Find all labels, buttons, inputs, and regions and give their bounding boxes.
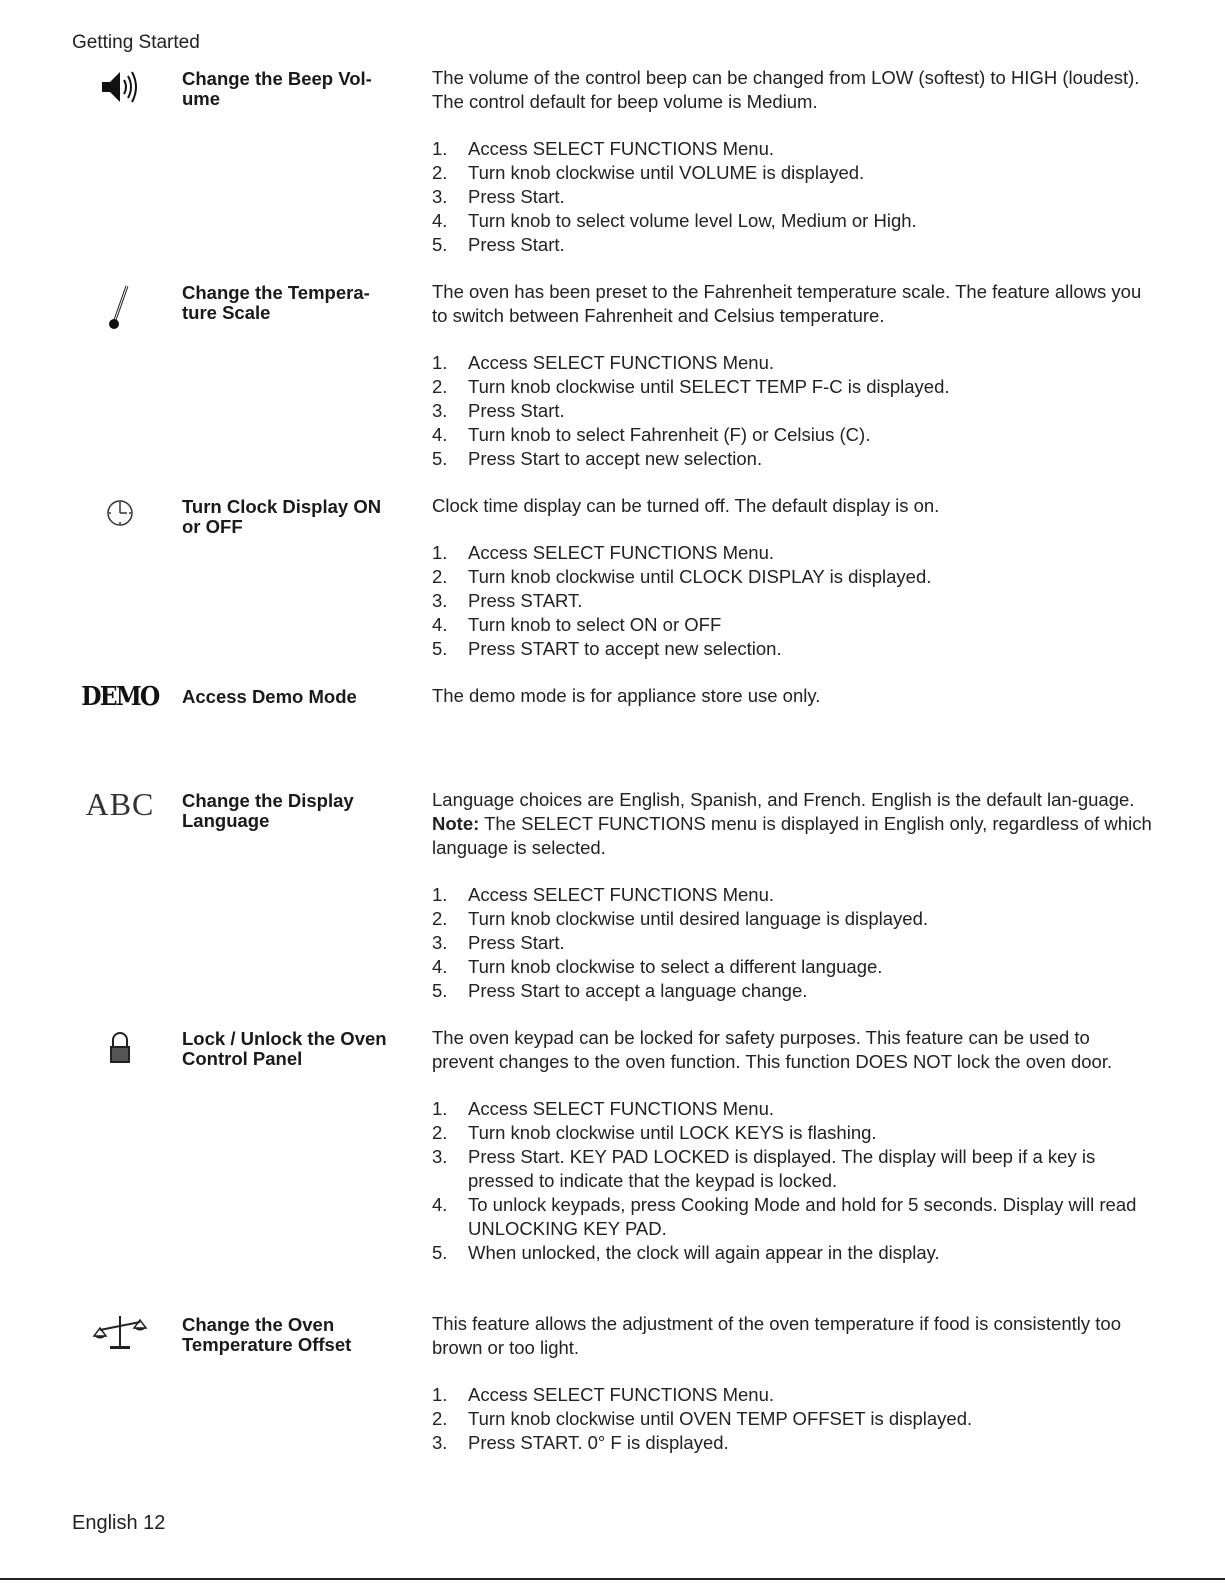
section-intro: Language choices are English, Spanish, and French. English is the default lan-guage. Note: The SELECT FUNCTIONS menu is displayed in English only, regardless of which language is selected. [432,789,1152,858]
list-item: 2. Turn knob clockwise until SELECT TEMP F-C is displayed. [432,376,950,397]
list-item: 1. Access SELECT FUNCTIONS Menu. [432,884,775,905]
section-heading: Turn Clock Display ON or OFF [182,496,382,537]
list-item: 2. Turn knob clockwise until OVEN TEMP OFFSET is displayed. [432,1408,973,1429]
list-item: 3. Press Start. KEY PAD LOCKED is displayed. The display will beep if a key is pressed to indicate that the keypad is locked. [432,1146,1096,1191]
section-intro: The demo mode is for appliance store use only. [432,685,821,706]
page-footer: English 12 [72,1512,166,1534]
section-heading: Change the Tempera- ture Scale [182,282,370,323]
section-body [432,1312,1152,1455]
list-item: 1. Access SELECT FUNCTIONS Menu. [432,138,775,159]
list-item: 1. Access SELECT FUNCTIONS Menu. [432,542,775,563]
thermometer-icon [70,282,170,342]
section-body [432,788,1152,1003]
section-intro: This feature allows the adjustment of the oven temperature if food is consistently too brown or too light. [432,1313,1121,1358]
section-heading: Change the Beep Vol- ume [182,68,372,109]
section-intro: The oven has been preset to the Fahrenheit temperature scale. The feature allows you to switch between Fahrenheit and Celsius temperature. [432,281,1142,326]
list-item: 5. When unlocked, the clock will again appear in the display. [432,1242,940,1263]
demo-icon: DEMO [81,682,159,712]
steps-list [432,883,1152,1003]
section-intro: Clock time display can be turned off. The default display is on. [432,495,940,516]
clock-icon [70,496,170,556]
list-item: 5. Press START to accept new selection. [432,638,782,659]
steps-list [432,351,1152,471]
list-item: 3. Press START. 0° F is displayed. [432,1432,729,1453]
bottom-divider [0,1578,1225,1580]
list-item: 4. Turn knob clockwise to select a different language. [432,956,883,977]
section-heading: Lock / Unlock the Oven Control Panel [182,1028,387,1069]
list-item: 3. Press START. [432,590,583,611]
speaker-icon [70,66,170,126]
section-heading: Change the Oven Temperature Offset [182,1314,352,1355]
section-body [432,66,1152,257]
section-heading: Access Demo Mode [182,686,357,707]
list-item: 5. Press Start to accept a language change. [432,980,808,1001]
section-body [432,494,1152,661]
steps-list [432,1097,1152,1265]
list-item: 2. Turn knob clockwise until LOCK KEYS is flashing. [432,1122,877,1143]
list-item: 2. Turn knob clockwise until desired language is displayed. [432,908,929,929]
list-item: 3. Press Start. [432,932,565,953]
section-intro: The volume of the control beep can be changed from LOW (softest) to HIGH (loudest). The control default for beep volume is Medium. [432,67,1140,112]
list-item: 5. Press Start to accept new selection. [432,448,763,469]
list-item: 3. Press Start. [432,186,565,207]
list-item: 1. Access SELECT FUNCTIONS Menu. [432,352,775,373]
section-intro: The oven keypad can be locked for safety purposes. This feature can be used to prevent changes to the oven function. This function DOES NOT lock the oven door. [432,1027,1113,1072]
list-item: 4. Turn knob to select Fahrenheit (F) or Celsius (C). [432,424,871,445]
list-item: 1. Access SELECT FUNCTIONS Menu. [432,1384,775,1405]
list-item: 2. Turn knob clockwise until VOLUME is displayed. [432,162,865,183]
section-body [432,1026,1152,1265]
section-body [432,280,1152,471]
list-item: 4. Turn knob to select volume level Low, Medium or High. [432,210,917,231]
section-heading: Change the Display Language [182,790,354,831]
list-item: 4. To unlock keypads, press Cooking Mode and hold for 5 seconds. Display will read UNLOCKING KEY PAD. [432,1194,1137,1239]
steps-list [432,137,1152,257]
steps-list [432,1383,1152,1455]
abc-icon: ABC [85,786,155,822]
list-item: 3. Press Start. [432,400,565,421]
page-header: Getting Started [72,32,200,53]
list-item: 5. Press Start. [432,234,565,255]
steps-list [432,541,1152,661]
list-item: 2. Turn knob clockwise until CLOCK DISPLAY is displayed. [432,566,932,587]
lock-icon [70,1030,170,1090]
scale-icon [70,1312,170,1372]
section-body [432,684,1152,708]
list-item: 4. Turn knob to select ON or OFF [432,614,722,635]
list-item: 1. Access SELECT FUNCTIONS Menu. [432,1098,775,1119]
